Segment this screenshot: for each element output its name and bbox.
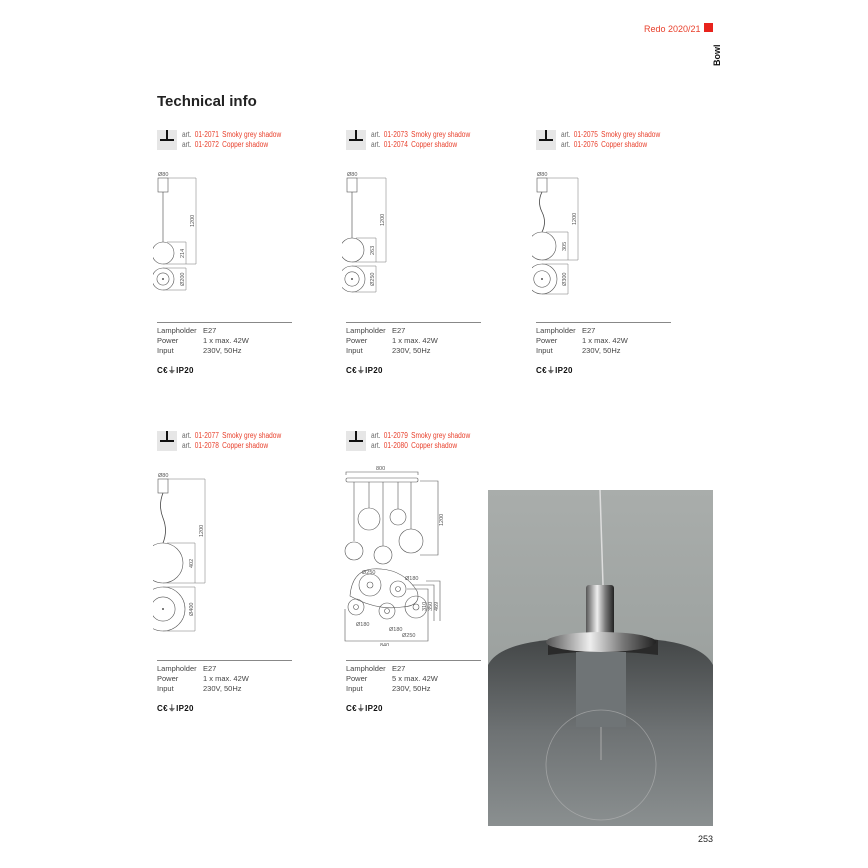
certification-marks: C€⏚IP20 (157, 704, 194, 713)
section-label: Bowl (712, 44, 722, 66)
spec-table: Lampholder E27 Power 1 x max. 42W Input 230V, 50Hz (536, 322, 671, 356)
svg-text:263: 263 (370, 245, 376, 255)
spec-table: Lampholder E27 Power 1 x max. 42W Input 230V, 50Hz (346, 322, 481, 356)
article-line: art. 01-2075 Smoky grey shadow (561, 130, 661, 139)
article-line: art. 01-2076 Copper shadow (561, 140, 648, 149)
svg-text:Ø80: Ø80 (537, 172, 548, 178)
svg-text:Ø400: Ø400 (189, 602, 195, 616)
svg-text:Ø180: Ø180 (405, 576, 419, 582)
svg-text:800: 800 (376, 466, 386, 472)
product-block (157, 130, 327, 420)
article-line: art. 01-2077 Smoky grey shadow (182, 431, 282, 440)
svg-text:1200: 1200 (572, 212, 578, 225)
spec-table: Lampholder E27 Power 5 x max. 42W Input 230V, 50Hz (346, 660, 481, 694)
svg-text:402: 402 (189, 558, 195, 568)
certification-marks: C€⏚IP20 (157, 366, 194, 375)
svg-text:Ø250: Ø250 (402, 633, 416, 639)
article-line: art. 01-2072 Copper shadow (182, 140, 269, 149)
article-line: art. 01-2080 Copper shadow (371, 441, 458, 450)
svg-text:305: 305 (562, 241, 568, 251)
spec-table: Lampholder E27 Power 1 x max. 42W Input 230V, 50Hz (157, 660, 292, 694)
svg-text:Ø300: Ø300 (562, 272, 568, 286)
dimension-drawing (153, 431, 233, 637)
product-block (536, 130, 706, 420)
dimension-drawing (532, 130, 612, 300)
page-title: Technical info (157, 93, 257, 110)
svg-text:1200: 1200 (380, 213, 386, 226)
svg-text:Ø80: Ø80 (347, 172, 358, 178)
svg-text:Ø180: Ø180 (356, 622, 370, 628)
dimension-drawing (153, 130, 233, 296)
svg-text:Ø250: Ø250 (362, 570, 376, 576)
product-block (346, 130, 516, 420)
article-line: art. 01-2078 Copper shadow (182, 441, 269, 450)
svg-text:840: 840 (380, 643, 390, 646)
page-number: 253 (698, 834, 714, 844)
svg-text:469: 469 (434, 601, 440, 611)
product-block (157, 431, 327, 721)
svg-text:Ø80: Ø80 (158, 473, 169, 479)
certification-marks: C€⏚IP20 (536, 366, 573, 375)
svg-text:310: 310 (422, 601, 428, 611)
svg-text:Ø80: Ø80 (158, 172, 169, 178)
spec-table: Lampholder E27 Power 1 x max. 42W Input 230V, 50Hz (157, 322, 292, 356)
svg-text:1200: 1200 (439, 513, 445, 526)
certification-marks: C€⏚IP20 (346, 366, 383, 375)
certification-marks: C€⏚IP20 (346, 704, 383, 713)
dimension-drawing (342, 130, 422, 298)
svg-text:1200: 1200 (199, 524, 205, 537)
svg-text:Ø200: Ø200 (180, 272, 186, 286)
series-label: Redo 2020/21 (644, 24, 701, 34)
svg-text:1200: 1200 (190, 214, 196, 227)
svg-text:Ø250: Ø250 (370, 272, 376, 286)
article-line: art. 01-2079 Smoky grey shadow (371, 431, 471, 440)
product-photo (488, 490, 713, 826)
svg-text:350: 350 (428, 601, 434, 611)
article-line: art. 01-2071 Smoky grey shadow (182, 130, 282, 139)
svg-text:Ø180: Ø180 (389, 627, 403, 633)
accent-square (704, 23, 713, 32)
svg-text:214: 214 (180, 248, 186, 258)
article-line: art. 01-2073 Smoky grey shadow (371, 130, 471, 139)
dimension-drawing (342, 431, 462, 646)
article-line: art. 01-2074 Copper shadow (371, 140, 458, 149)
